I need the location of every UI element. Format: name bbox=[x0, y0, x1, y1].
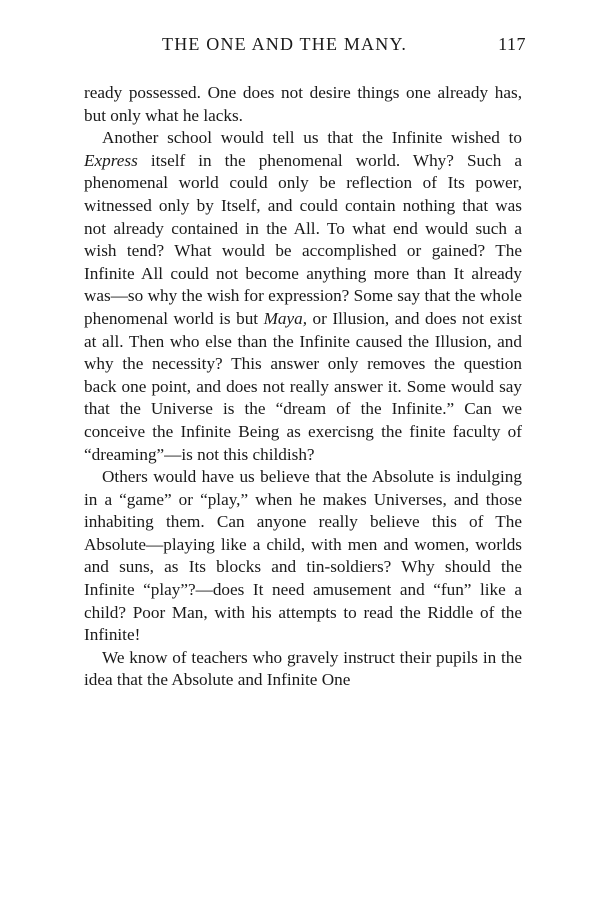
chapter-title: THE ONE AND THE MANY. bbox=[162, 34, 408, 54]
paragraph-4: We know of teachers who gravely instruct their pupils in the idea that the Absolute and Infinite One bbox=[84, 647, 522, 690]
paragraph-3: Others would have us believe that the Absolute is indulging in a “game” or “play,” when he makes Universes, and those inhabiting them. Can anyone really believe this of The Absolute—playing like a child, with men and women, worlds and suns, as Its blocks and tin-soldiers? Why should the Infinite “play”?—does It need amusement and “fun” like a child? Poor Man, with his attempts to read the Riddle of the Infinite! bbox=[84, 467, 522, 645]
paragraph-2-part-1: Another school would tell us that the Infinite wished to bbox=[102, 128, 522, 148]
paragraph-2-part-2: itself in the phenomenal world. Why? Such a phenomenal world could only be reflection of Its power, witnessed only by Itself, and could contain nothing that was not already contained in the All. To what end would such a wish tend? What would be accomplished or gained? The Infinite All could not become anything more than It already was—so why the wish for expression? Some say that the whole phenomenal world is but bbox=[84, 150, 522, 328]
paragraph-2 bbox=[84, 127, 522, 466]
body-text bbox=[84, 82, 522, 692]
page-number: 117 bbox=[498, 34, 526, 54]
paragraph-2-part-3: or Illusion, and does not exist at all. Then who else than the Infinite caused the Illusion, and why the necessity? This answer only removes the question back one point, and does not really answer it. Some would say that the Universe is the “dream of the Infinite.” Can we conceive the Infinite Being as exercisng the finite faculty of “dreaming”—is not this childish? bbox=[84, 308, 522, 464]
emphasis-express: Express bbox=[84, 150, 138, 170]
emphasis-maya: Maya, bbox=[263, 308, 308, 328]
paragraph-1: ready possessed. One does not desire things one already has, but only what he lacks. bbox=[84, 83, 522, 125]
running-header bbox=[84, 34, 526, 58]
